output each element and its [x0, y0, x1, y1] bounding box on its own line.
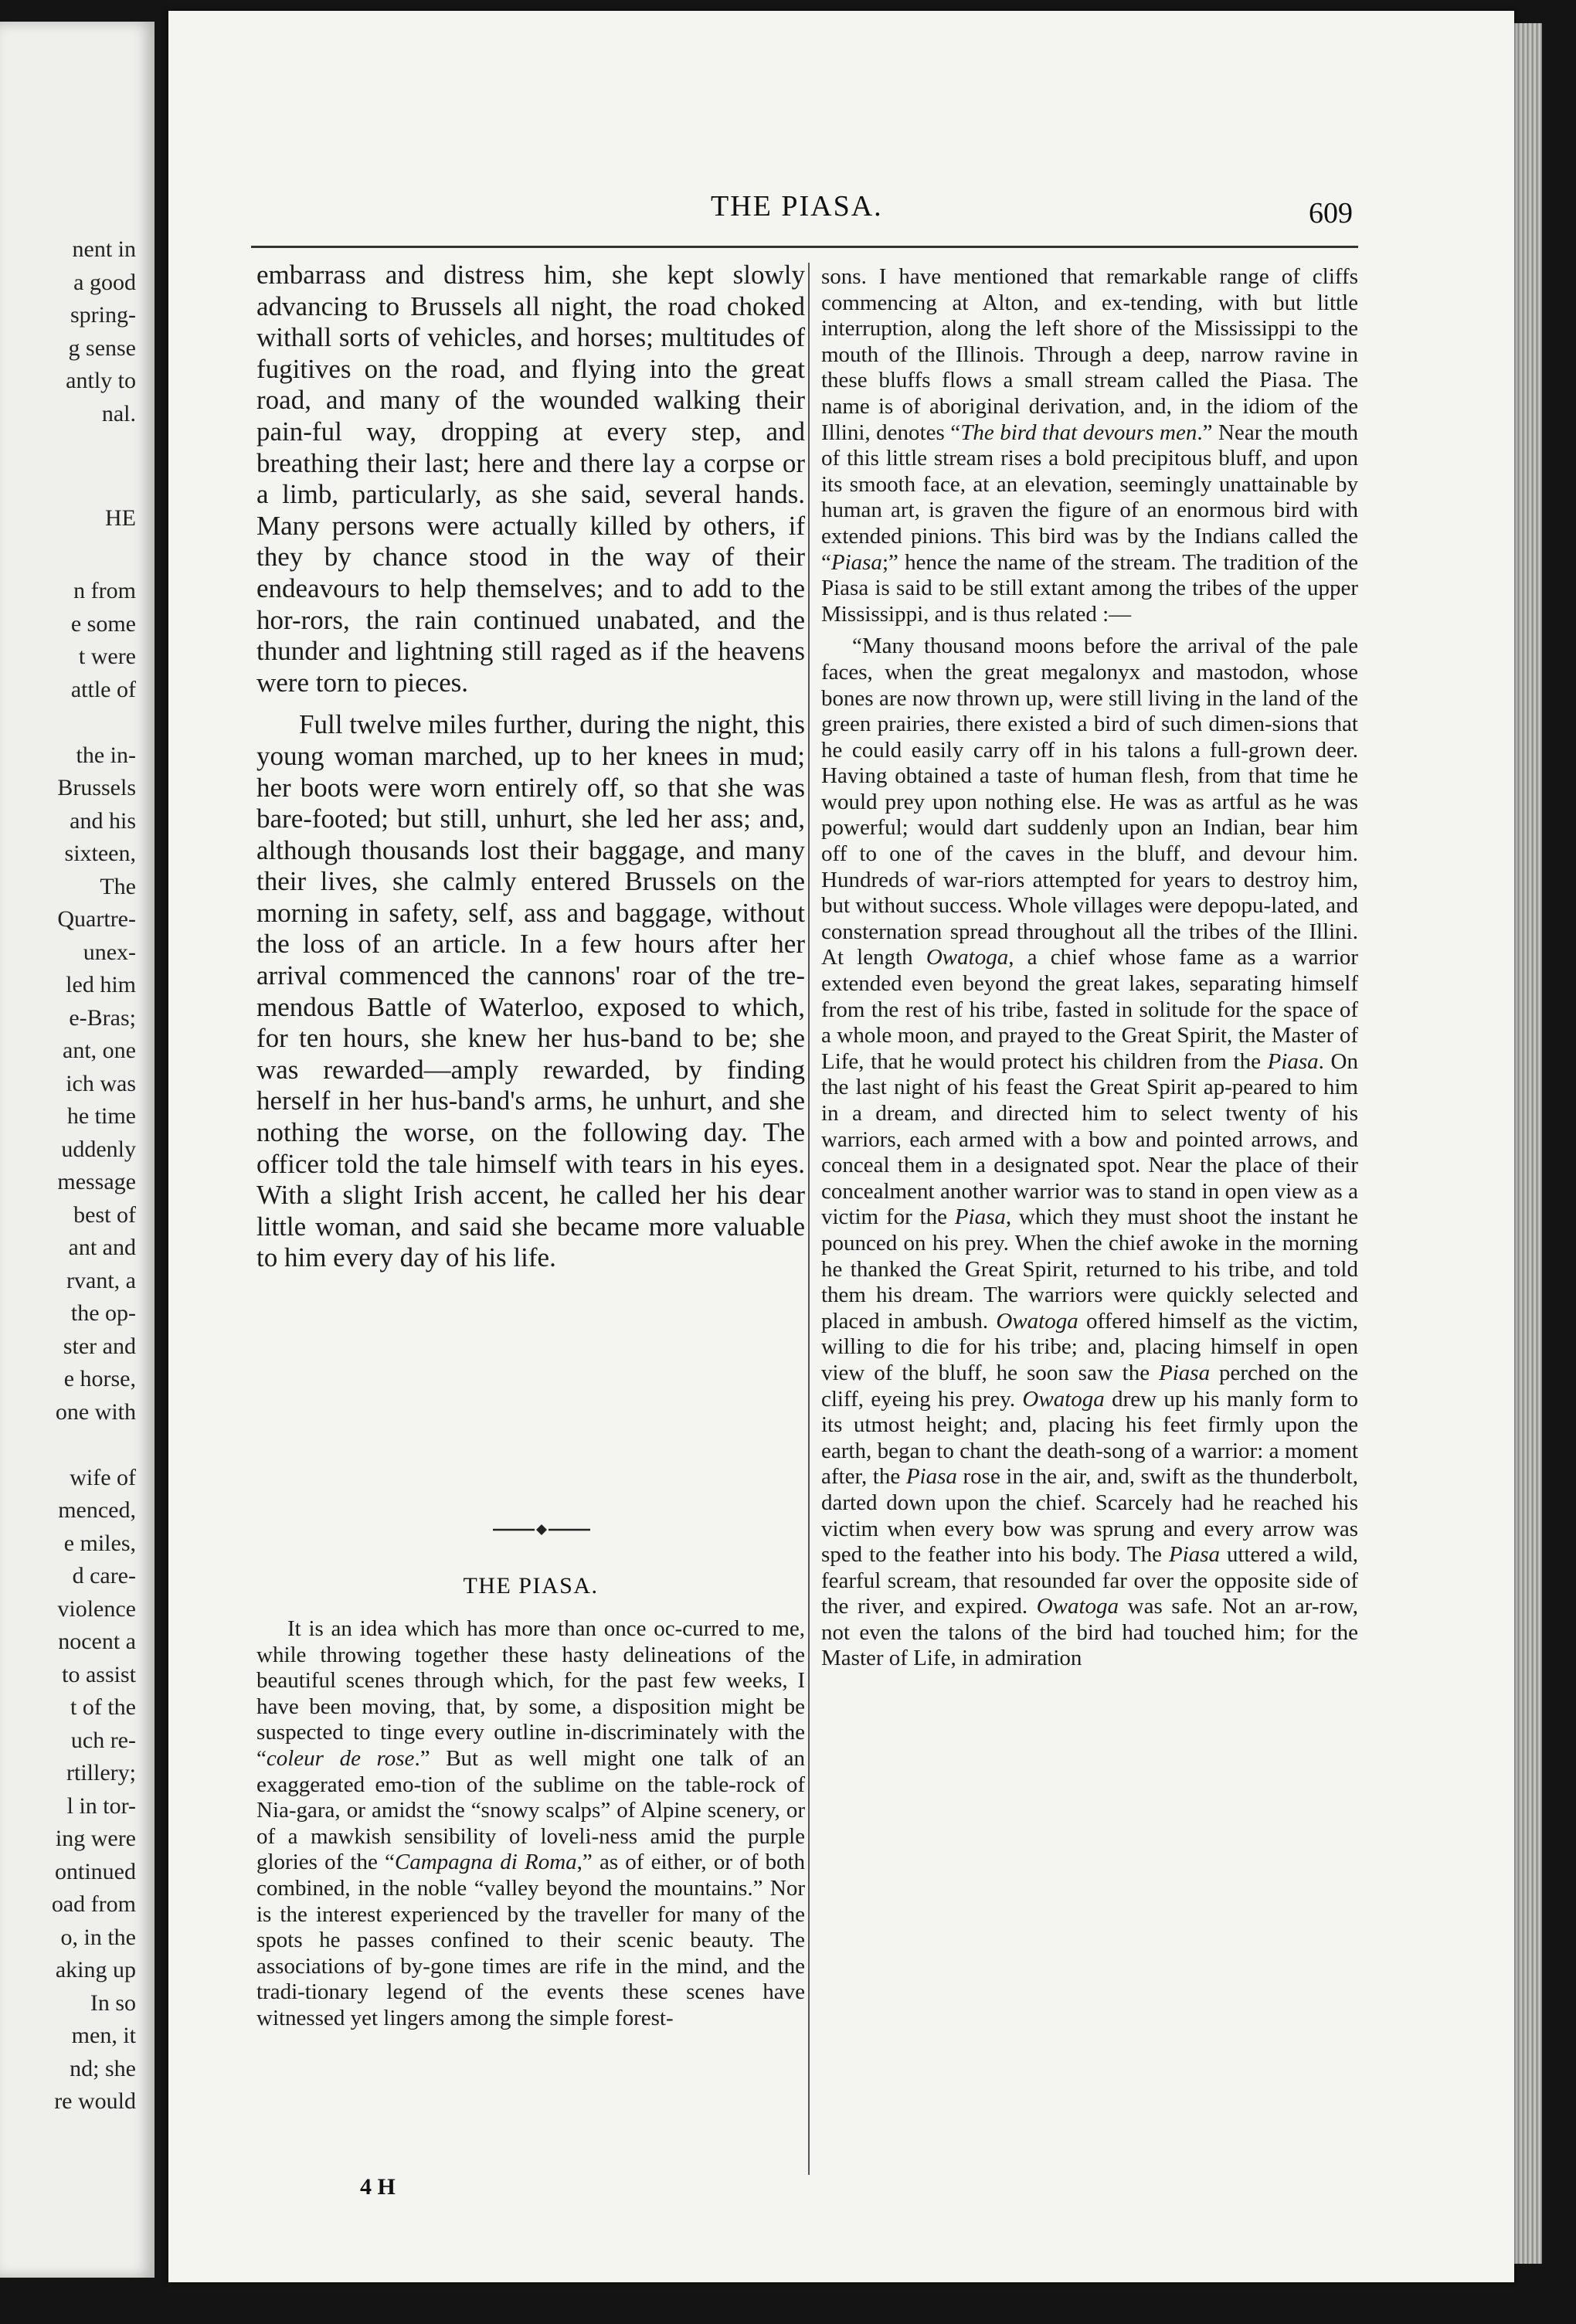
facing-page-line: led him: [66, 972, 136, 997]
facing-page-line: re would: [54, 2088, 136, 2114]
facing-page: [0, 22, 155, 2278]
facing-page-line: ontinued: [55, 1858, 136, 1884]
facing-page-line: ing were: [55, 1826, 136, 1851]
facing-page-line: unex-: [83, 939, 136, 965]
facing-page-line: attle of: [70, 676, 136, 702]
running-title: THE PIASA.: [711, 190, 883, 223]
text-run: offered himself as the victim, willing to die for his tribe; and, placing himself in open view of the bluff, he soon saw the: [821, 1308, 1358, 1385]
facing-page-line: aking up: [55, 1957, 136, 1983]
facing-page-line: ich was: [66, 1070, 136, 1096]
facing-page-line: best of: [73, 1201, 136, 1228]
italic-name: Piasa: [1159, 1360, 1211, 1385]
facing-page-line: the in-: [76, 742, 136, 768]
facing-page-line: e-Bras;: [69, 1004, 136, 1031]
italic-name: Owatoga: [926, 945, 1009, 970]
article-title: THE PIASA.: [463, 1573, 599, 1599]
page-number: 609: [1309, 197, 1353, 229]
facing-page-line: ster and: [63, 1333, 136, 1359]
text-run: perched on the cliff, eyeing his prey.: [821, 1360, 1359, 1412]
facing-page-line: and his: [70, 807, 136, 834]
paragraph: [821, 264, 1358, 627]
italic-name: Owatoga: [1036, 1594, 1119, 1619]
text-run: ;” hence the name of the stream. The tradition of the Piasa is said to be still extant among the tribes of the upper Mississippi, and is thus related :—: [821, 549, 1358, 627]
facing-page-line: t of the: [70, 1694, 136, 1720]
italic-name: Piasa: [954, 1204, 1006, 1230]
facing-page-line: g sense: [68, 335, 136, 361]
text-run: was safe. Not an ar-row, not even the talons of the bird had touched him; for the Master of Life, in admiration: [821, 1594, 1359, 1671]
facing-page-line: rtillery;: [66, 1760, 136, 1785]
facing-page-line: uch re-: [70, 1727, 136, 1753]
italic-name: Owatoga: [1022, 1386, 1105, 1412]
paragraph: [821, 634, 1358, 1672]
paragraph: Full twelve miles further, during the night, this young woman marched, up to her knees in mud; her boots were worn entirely off, so that she was bare-footed; but still, unhurt, she led her ass; and, although thousands lost their baggage, and many their lives, she calmly entered Brussels on the morning in safety, self, ass and baggage, without the loss of an article. In a few hours after her arrival commenced the cannons' roar of the tre-mendous Battle of Waterloo, exposed to which, for ten hours, she knew her hus-band to be; she was rewarded—amply rewarded, by finding herself in her hus-band's arms, he unhurt, and she nothing the worse, on the following day. The officer told the tale himself with tears in his eyes. With a slight Irish accent, he called her his dear little woman, and said she became more valuable to him every day of his life.: [256, 709, 805, 1273]
italic-name: Piasa: [1267, 1048, 1319, 1074]
text-run: uttered a wild, fearful scream, that resounded far over the opposite side of the river, and expired.: [821, 1542, 1358, 1619]
facing-page-line: violence: [57, 1595, 136, 1622]
facing-page-line: the op-: [70, 1300, 136, 1326]
facing-page-line: Brussels: [57, 775, 136, 800]
italic-name: Piasa: [905, 1464, 957, 1490]
facing-page-line: rvant, a: [66, 1267, 136, 1293]
facing-page-line: oad from: [51, 1891, 136, 1917]
article-left-column: [256, 1616, 805, 2032]
text-run: . On the last night of his feast the Great Spirit ap-peared to him in a dream, and directed him to select twenty of his warriors, each armed with a bow and pointed arrows, and conceal them in a designated spot. Near the place of their concealment another warrior was to stand in open view as a victim for the: [821, 1048, 1358, 1230]
article-right-column: [821, 264, 1358, 1672]
italic-phrase: Piasa: [830, 549, 882, 575]
facing-page-fragment-group: [0, 575, 136, 2118]
italic-name: Piasa: [1168, 1542, 1221, 1568]
text-run: sons. I have mentioned that remarkable range of cliffs commencing at Alton, and ex-tending, with but little interruption, along the left shore of the Mississippi to the mouth of the Illinois. Through a deep, narrow ravine in these bluffs flows a small stream called the Piasa. The name is of aboriginal derivation, and, in the idiom of the Illini, denotes “: [821, 264, 1358, 445]
text-run: “Many thousand moons before the arrival of the pale faces, when the great megalonyx and mastodon, whose bones are now thrown up, were still living in the land of the green prairies, there existed a bird of such dimen-sions that he could easily carry off in his talons a full-grown deer. Having obtained a taste of human flesh, from that time he would prey upon nothing else. He was as artful as he was powerful; would dart suddenly upon an Indian, bear him off to one of the caves in the bluff, and devour him. Hundreds of war-riors attempted for years to destroy him, but without success. Whole villages were depopu-lated, and consternation spread throughout all the tribes of the Illini. At length: [821, 634, 1358, 970]
text-run: .” Near the mouth of this little stream rises a bold precipitous bluff, and upon its smooth face, at an elevation, seemingly unattainable by human art, is graven the figure of an enormous bird with extended pinions. This bird was by the Indians called the “: [821, 420, 1359, 575]
paragraph: [256, 1616, 805, 2032]
facing-page-line: one with: [55, 1398, 136, 1425]
facing-page-line: l in tor-: [66, 1792, 136, 1819]
facing-page-line: spring-: [70, 302, 136, 328]
facing-page-line: n from: [73, 578, 136, 603]
italic-phrase: coleur de rose: [266, 1745, 415, 1771]
italic-name: Owatoga: [996, 1308, 1078, 1334]
facing-page-line: [0, 706, 136, 739]
facing-page-line: The: [100, 873, 136, 899]
column-divider: [808, 263, 810, 2175]
facing-page-line: men, it: [71, 2023, 136, 2048]
page-edges: [1514, 23, 1542, 2264]
facing-page-line: o, in the: [60, 1924, 136, 1950]
facing-page-line: message: [57, 1169, 136, 1194]
text-run: .” But as well might one talk of an exaggerated emo-tion of the sublime on the table-rock of Nia-gara, or amidst the “snowy scalps” of Alpine scenery, or of a mawkish sensibility of loveli-ness amid the purple glories of the “: [256, 1745, 806, 1875]
facing-page-line: Quartre-: [57, 906, 136, 932]
text-run: rose in the air, and, swift as the thunderbolt, darted down upon the chief. Scarcely had he reached his victim when every bow was sprung and every arrow was sped to the feather into his body. The: [821, 1464, 1358, 1568]
facing-page-line: menced,: [58, 1497, 136, 1523]
text-run: , which they must shoot the instant he pounced on his prey. When the chief awoke in the morning he thanked the Great Spirit, returned to his tribe, and told them his dream. The warriors were quickly selected and placed in ambush.: [821, 1204, 1359, 1334]
text-run: It is an idea which has more than once oc-curred to me, while throwing together these hasty delineations of the beautiful scenes through which, for the past few weeks, I have been moving, that, by some, a disposition might be suspected to tinge every outline in-discriminately with the “: [256, 1616, 805, 1771]
facing-page-line: e horse,: [63, 1366, 136, 1391]
paragraph: embarrass and distress him, she kept slowly advancing to Brussels all night, the road choked withall sorts of vehicles, and horses; multitudes of fugitives on the road, and flying into the great road, and many of the wounded walking their pain-ful way, dropping at every step, and breathing their last; here and there lay a corpse or a limb, particularly, as she said, several hands. Many persons were actually killed by others, if they by chance stood in the way of their endeavours to help themselves; and to add to the hor-rors, the rain continued unabated, and the thunder and lightning still raged as if the heavens were torn to pieces.: [256, 260, 805, 698]
facing-page-line: [0, 1429, 136, 1462]
facing-page-line: a good: [73, 269, 136, 295]
facing-page-line: he time: [66, 1103, 136, 1129]
header-rule: [251, 246, 1358, 248]
signature-mark: 4 H: [360, 2174, 396, 2200]
facing-page-line: nent in: [72, 236, 136, 262]
section-ornament: [491, 1522, 592, 1537]
facing-page-line: e some: [70, 610, 136, 637]
facing-page-line: uddenly: [61, 1136, 136, 1162]
left-column-continued-text: [256, 260, 805, 1274]
facing-page-line: d care-: [72, 1563, 136, 1588]
facing-page-line: nal.: [101, 400, 136, 426]
facing-page-line: nocent a: [58, 1629, 136, 1654]
facing-page-line: ant and: [68, 1235, 136, 1260]
facing-page-line: In so: [90, 1989, 136, 2016]
facing-page-fragment-group: [0, 233, 136, 430]
facing-page-line: to assist: [62, 1661, 136, 1687]
facing-page-line: ant, one: [63, 1038, 136, 1063]
facing-page-line: t were: [78, 644, 136, 669]
facing-page-line: wife of: [70, 1464, 136, 1490]
italic-phrase: The bird that devours men: [960, 420, 1197, 445]
text-run: ,” as of either, or of both combined, in the noble “valley beyond the mountains.” Nor is the interest experienced by the traveller for many of the spots he passes confined to their scenic beauty. The associations of by-gone times are rife in the mind, and the tradi-tionary legend of the events these scenes have witnessed yet lingers among the simple forest-: [256, 1850, 806, 2030]
facing-page-line: sixteen,: [64, 841, 136, 866]
facing-page-line: antly to: [66, 368, 136, 393]
facing-page-line: e miles,: [63, 1530, 136, 1556]
facing-page-line: nd; she: [70, 2055, 136, 2081]
text-run: , a chief whose fame as a warrior extended even beyond the great lakes, separating himself from the rest of his tribe, fasted in solitude for the space of a whole moon, and prayed to the Great Spirit, the Master of Life, that he would protect his children from the: [821, 945, 1358, 1074]
facing-page-fragment-group: [0, 502, 136, 535]
italic-phrase: Campagna di Roma: [394, 1850, 577, 1875]
facing-page-line: HE: [105, 505, 136, 531]
text-run: drew up his manly form to its utmost height; and, placing his feet firmly upon the earth, began to chant the death-song of a warrior: a moment after, the: [821, 1386, 1358, 1490]
